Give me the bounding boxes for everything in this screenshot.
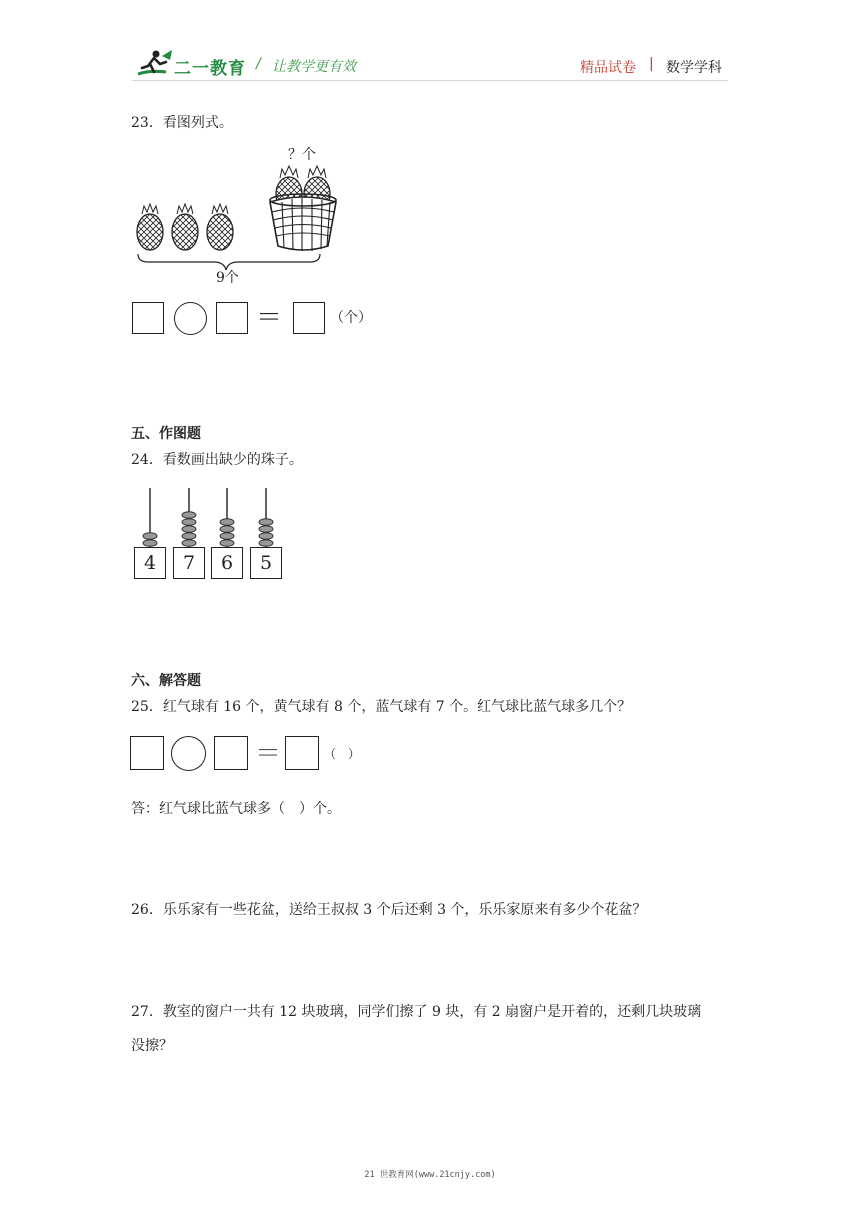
- q23-total-label: 9个: [216, 270, 239, 286]
- equals-sign: ＝: [255, 739, 282, 769]
- unit-label: （个）: [330, 310, 372, 326]
- header-separator: |: [649, 56, 654, 72]
- abacus-digit-box: 6: [211, 547, 243, 579]
- q25-equation: [130, 736, 390, 774]
- logo-text: 二一教育: [174, 59, 246, 79]
- slogan: 让教学更有效: [272, 59, 356, 75]
- q25-title: 25．红气球有 16 个，黄气球有 8 个，蓝气球有 7 个。红气球比蓝气球多几个？: [131, 699, 632, 715]
- header-divider: [132, 80, 728, 81]
- pineapple-icon: [207, 204, 233, 250]
- q23-question-label: ？个: [288, 147, 316, 163]
- answer-box[interactable]: [214, 736, 248, 770]
- abacus-rods: [134, 486, 286, 550]
- q25-answer-line: 答：红气球比蓝气球多（ ）个。: [131, 801, 341, 817]
- abacus-digit-box: 5: [250, 547, 282, 579]
- header-paper-type: 精品试卷: [580, 60, 636, 76]
- operator-circle[interactable]: [174, 302, 207, 335]
- q24-title: 24．看数画出缺少的珠子。: [131, 452, 303, 468]
- basket-icon: [270, 194, 336, 251]
- q23-title: 23．看图列式。: [131, 115, 233, 131]
- operator-circle[interactable]: [171, 736, 206, 771]
- q23-equation: [132, 300, 392, 336]
- abacus-digit-box: 7: [173, 547, 205, 579]
- answer-box[interactable]: [293, 302, 325, 334]
- unit-label: （ ）: [324, 747, 361, 761]
- footer-text: 21 世教育网(www.21cnjy.com): [364, 1170, 496, 1180]
- header-subject: 数学学科: [666, 60, 722, 76]
- pineapple-icon: [172, 204, 198, 250]
- answer-box[interactable]: [130, 736, 164, 770]
- q24-abacus: [134, 486, 286, 582]
- answer-box[interactable]: [285, 736, 319, 770]
- abacus-beads: [143, 512, 273, 547]
- equals-sign: ＝: [256, 303, 283, 333]
- q23-figure: [132, 142, 372, 292]
- q27-line2: 没擦？: [131, 1038, 173, 1054]
- slogan-separator: /: [256, 56, 261, 72]
- section-6-title: 六、解答题: [131, 673, 201, 689]
- pineapple-icon: [137, 204, 163, 250]
- pineapple-group: [132, 142, 372, 292]
- q27-line1: 27．教室的窗户一共有 12 块玻璃，同学们擦了 9 块，有 2 扇窗户是开着的，还剩几块玻璃: [131, 1004, 702, 1020]
- q26-title: 26．乐乐家有一些花盆，送给王叔叔 3 个后还剩 3 个，乐乐家原来有多少个花盆？: [131, 902, 647, 918]
- section-5-title: 五、作图题: [131, 426, 201, 442]
- answer-box[interactable]: [132, 302, 164, 334]
- logo-runner-icon: [136, 48, 176, 78]
- answer-box[interactable]: [216, 302, 248, 334]
- header: [0, 0, 860, 90]
- abacus-digit-box: 4: [134, 547, 166, 579]
